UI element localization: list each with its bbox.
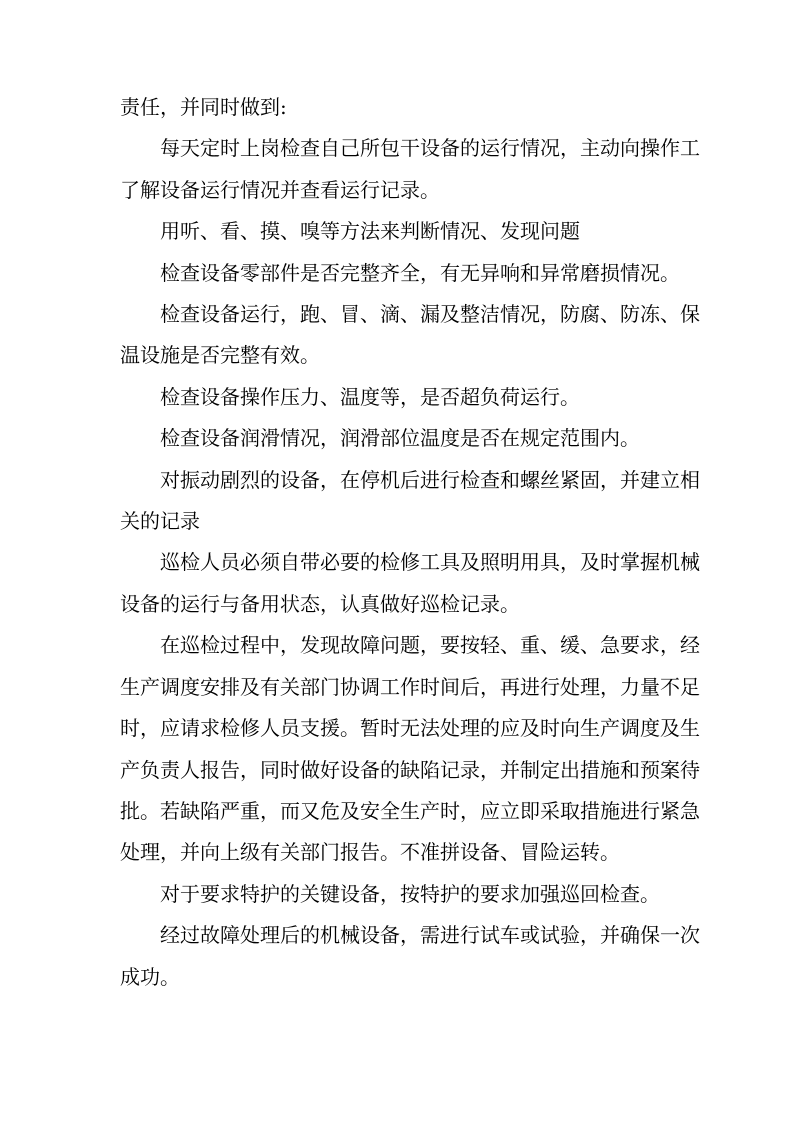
- text-line: 关的记录: [120, 509, 200, 534]
- paragraph: [120, 418, 665, 459]
- text-line: 温设施是否完整有效。: [120, 343, 320, 368]
- text-line: 在巡检过程中，发现故障问题，要按轻、重、缓、急要求，经: [160, 633, 700, 658]
- text-line: 处理，并向上级有关部门报告。不准拼设备、冒险运转。: [120, 840, 620, 865]
- text-line: 对于要求特护的关键设备，按特护的要求加强巡回检查。: [160, 881, 660, 906]
- text-line: 每天定时上岗检查自己所包干设备的运行情况，主动向操作工: [160, 136, 700, 161]
- text-line: 设备的运行与备用状态，认真做好巡检记录。: [120, 591, 520, 616]
- text-line: 对振动剧烈的设备，在停机后进行检查和螺丝紧固，并建立相: [160, 467, 700, 492]
- paragraph: [120, 294, 700, 377]
- paragraph: [120, 625, 700, 873]
- paragraph: [120, 87, 665, 128]
- text-line: 了解设备运行情况并查看运行记录。: [120, 177, 440, 202]
- document-body: [120, 87, 700, 998]
- text-line: 巡检人员必须自带必要的检修工具及照明用具，及时掌握机械: [160, 550, 700, 575]
- paragraph: [120, 460, 700, 543]
- text-line: 检查设备润滑情况，润滑部位温度是否在规定范围内。: [160, 426, 640, 451]
- text-line: 用听、看、摸、嗅等方法来判断情况、发现问题: [160, 219, 580, 244]
- text-line: 检查设备零部件是否完整齐全，有无异响和异常磨损情况。: [160, 260, 680, 285]
- text-line: 检查设备操作压力、温度等，是否超负荷运行。: [160, 384, 580, 409]
- paragraph: [120, 128, 700, 211]
- paragraph: [120, 915, 700, 998]
- text-line: 生产调度安排及有关部门协调工作时间后，再进行处理，力量不足: [120, 674, 700, 699]
- text-line: 责任，并同时做到:: [120, 95, 287, 119]
- text-line: 时，应请求检修人员支援。暂时无法处理的应及时向生产调度及生: [120, 716, 700, 741]
- paragraph: [120, 874, 665, 915]
- paragraph: [120, 377, 665, 418]
- text-line: 成功。: [120, 964, 180, 989]
- text-line: 经过故障处理后的机械设备，需进行试车或试验，并确保一次: [160, 923, 700, 948]
- text-line: 批。若缺陷严重，而又危及安全生产时，应立即采取措施进行紧急: [120, 798, 700, 823]
- paragraph: [120, 211, 665, 252]
- paragraph: [120, 542, 700, 625]
- text-line: 产负责人报告，同时做好设备的缺陷记录，并制定出措施和预案待: [120, 757, 700, 782]
- text-line: 检查设备运行，跑、冒、滴、漏及整洁情况，防腐、防冻、保: [160, 302, 700, 327]
- paragraph: [120, 253, 680, 294]
